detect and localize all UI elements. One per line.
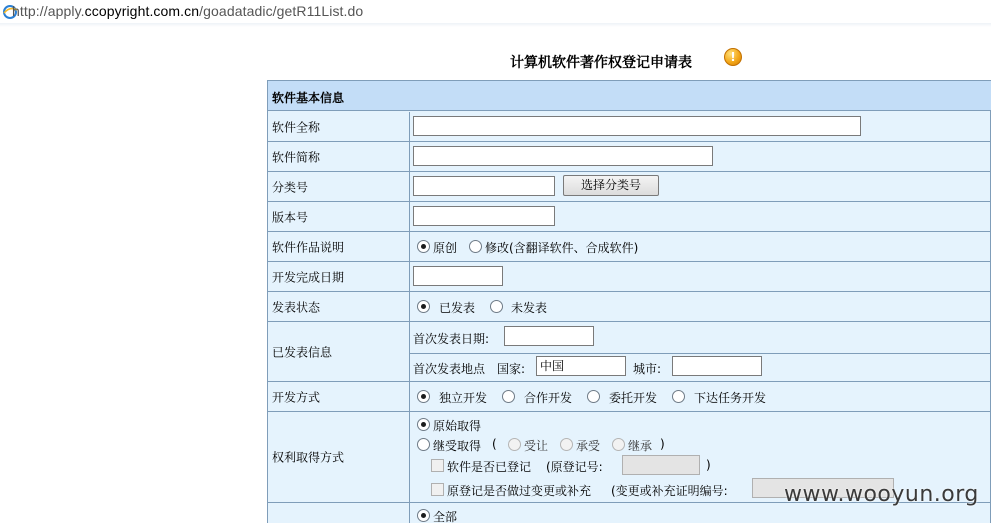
- radio-modified[interactable]: [469, 240, 482, 253]
- select-category-button[interactable]: 选择分类号: [563, 175, 659, 196]
- software-full-name-input[interactable]: [413, 116, 861, 136]
- registered-question-label: 软件是否已登记: [447, 460, 532, 474]
- radio-inherited-acquisition[interactable]: [417, 438, 430, 451]
- version-number-input[interactable]: [413, 206, 555, 226]
- row-published-info: 已发表信息 首次发表日期: 首次发表地点 国家: 中国 城市:: [268, 322, 991, 382]
- row-publish-status: 发表状态 已发表 未发表: [268, 292, 991, 322]
- option-commissioned-label: 委托开发: [609, 391, 658, 405]
- first-place-label: 首次发表地点: [413, 362, 486, 376]
- url-text[interactable]: http://apply.ccopyright.com.cn/goadatadic/getR11List.do: [12, 3, 364, 19]
- option-cooperative-label: 合作开发: [524, 391, 573, 405]
- open-paren: (: [492, 437, 497, 451]
- inherited-acquisition-label: 继受取得: [433, 439, 482, 453]
- radio-cooperative-dev[interactable]: [502, 390, 515, 403]
- orig-reg-number-input[interactable]: [622, 455, 700, 475]
- radio-commissioned-dev[interactable]: [587, 390, 600, 403]
- inner-divider: [410, 353, 991, 354]
- row-software-short-name: 软件简称: [268, 142, 991, 172]
- radio-original[interactable]: [417, 240, 430, 253]
- row-development-mode: 开发方式 独立开发 合作开发 委托开发 下达任务开发: [268, 382, 991, 412]
- row-rights-method: 权利取得方式 原始取得 继受取得 ( 受让 承受 继承 ) 软件是否已登记 (原登记号: ) 原登记是否做过变更或补充 (变更或补充证明编号:: [268, 412, 991, 503]
- close-paren: ): [660, 437, 665, 451]
- completion-date-input[interactable]: [413, 266, 503, 286]
- radio-inherit[interactable]: [612, 438, 625, 451]
- country-input[interactable]: 中国: [536, 356, 626, 376]
- option-assigned-label: 下达任务开发: [694, 391, 767, 405]
- address-bar-edge: [0, 23, 991, 27]
- changed-question-label: 原登记是否做过变更或补充: [447, 484, 592, 498]
- country-label: 国家:: [497, 362, 526, 376]
- original-acquisition-label: 原始取得: [433, 419, 482, 433]
- all-rights-label: 全部: [433, 510, 458, 523]
- label-cell: 软件全称: [268, 112, 410, 141]
- page-title: 计算机软件著作权登记申请表: [510, 55, 692, 71]
- label-cell: [268, 503, 410, 523]
- radio-independent-dev[interactable]: [417, 390, 430, 403]
- option-independent-label: 独立开发: [439, 391, 488, 405]
- software-short-name-input[interactable]: [413, 146, 713, 166]
- watermark: www.wooyun.org: [784, 482, 979, 507]
- row-work-description: 软件作品说明 原创 修改(含翻译软件、合成软件): [268, 232, 991, 262]
- first-date-label: 首次发表日期:: [413, 332, 490, 346]
- orig-reg-close: ): [706, 458, 711, 472]
- row-completion-date: 开发完成日期: [268, 262, 991, 292]
- option-unpublished-label: 未发表: [511, 301, 548, 315]
- city-input[interactable]: [672, 356, 762, 376]
- radio-assume[interactable]: [560, 438, 573, 451]
- warning-icon[interactable]: !: [724, 48, 742, 66]
- radio-original-acquisition[interactable]: [417, 418, 430, 431]
- transfer-label: 受让: [524, 439, 549, 453]
- option-published-label: 已发表: [439, 301, 476, 315]
- radio-unpublished[interactable]: [490, 300, 503, 313]
- row-version-number: 版本号: [268, 202, 991, 232]
- option-modified-label: 修改(含翻译软件、合成软件): [485, 241, 639, 255]
- category-number-input[interactable]: [413, 176, 555, 196]
- row-category-number: 分类号 选择分类号: [268, 172, 991, 202]
- inherit-label: 继承: [628, 439, 653, 453]
- change-no-label: (变更或补充证明编号:: [611, 484, 728, 498]
- address-bar[interactable]: [0, 0, 991, 25]
- city-label: 城市:: [633, 362, 662, 376]
- checkbox-changed[interactable]: [431, 483, 444, 496]
- first-publish-date-input[interactable]: [504, 326, 594, 346]
- radio-assigned-dev[interactable]: [672, 390, 685, 403]
- assume-label: 承受: [576, 439, 601, 453]
- radio-published[interactable]: [417, 300, 430, 313]
- section-header: 软件基本信息: [268, 81, 991, 111]
- radio-all-rights[interactable]: [417, 509, 430, 522]
- option-original-label: 原创: [433, 241, 458, 255]
- row-software-full-name: [268, 112, 991, 142]
- radio-transfer[interactable]: [508, 438, 521, 451]
- checkbox-registered[interactable]: [431, 459, 444, 472]
- orig-reg-label: (原登记号:: [546, 460, 603, 474]
- application-form: [267, 80, 991, 523]
